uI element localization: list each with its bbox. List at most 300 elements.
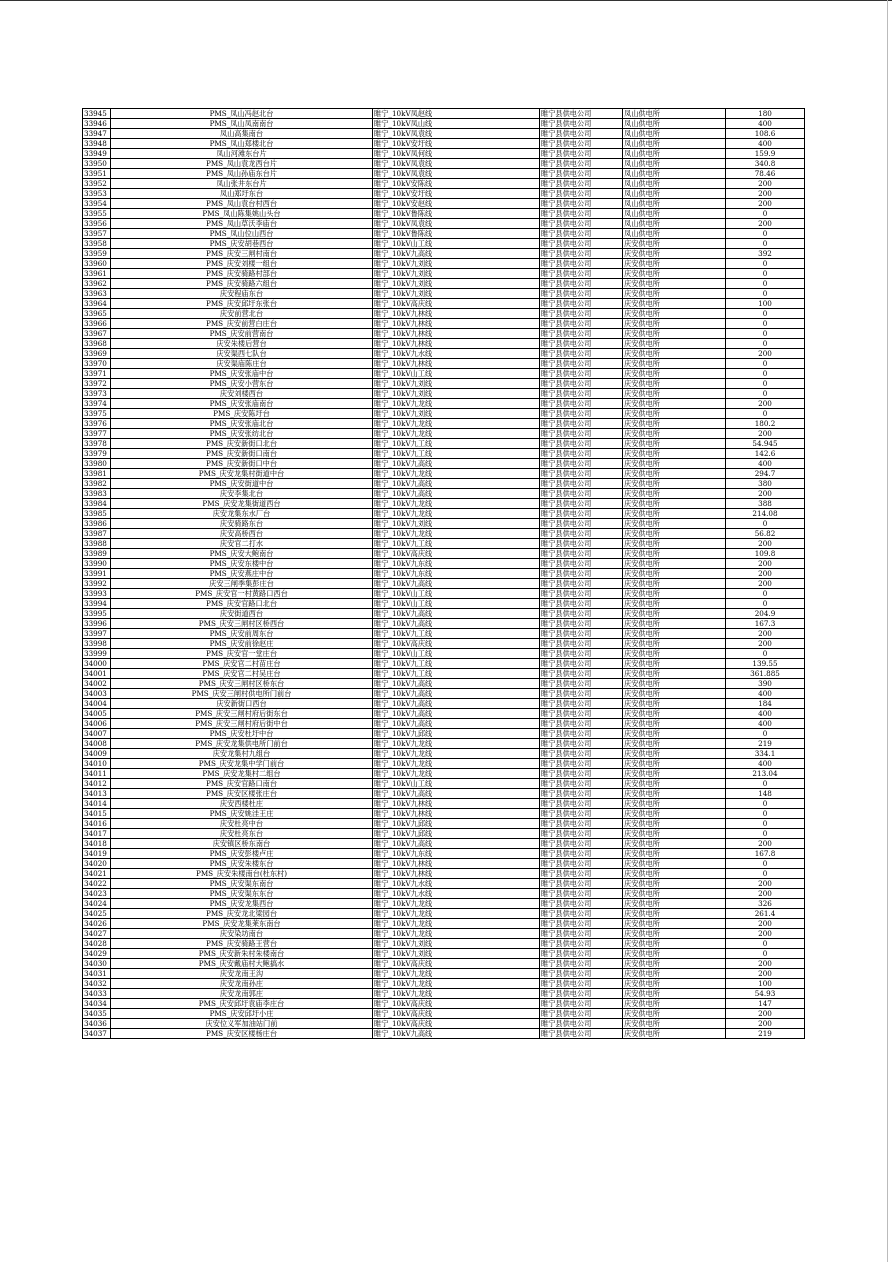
- company-cell: 睢宁县供电公司: [540, 769, 623, 779]
- company-cell: 睢宁县供电公司: [540, 619, 623, 629]
- station-name-cell: PMS_凤山袁龙西台片: [111, 159, 373, 169]
- line-name-cell: 睢宁_10kV九高线: [373, 689, 540, 699]
- company-cell: 睢宁县供电公司: [540, 469, 623, 479]
- station-name-cell: PMS_庆安邱圩袁庙李庄台: [111, 999, 373, 1009]
- company-cell: 睢宁县供电公司: [540, 139, 623, 149]
- station-name-cell: 庆安杜亮东台: [111, 829, 373, 839]
- company-cell: 睢宁县供电公司: [540, 979, 623, 989]
- row-number-cell: 34024: [83, 899, 111, 909]
- station-name-cell: PMS_庆安官路口北台: [111, 599, 373, 609]
- capacity-cell: 0: [726, 229, 805, 239]
- station-name-cell: 庆安程庙东台: [111, 289, 373, 299]
- company-cell: 睢宁县供电公司: [540, 649, 623, 659]
- capacity-cell: 108.6: [726, 129, 805, 139]
- line-name-cell: 睢宁_10kV凤袁线: [373, 219, 540, 229]
- row-number-cell: 34019: [83, 849, 111, 859]
- row-number-cell: 33968: [83, 339, 111, 349]
- table-row: [83, 1019, 805, 1029]
- table-row: [83, 869, 805, 879]
- supply-office-cell: 庆安供电所: [623, 689, 726, 699]
- line-name-cell: 睢宁_10kV九刘线: [373, 939, 540, 949]
- table-row: [83, 349, 805, 359]
- table-row: [83, 259, 805, 269]
- table-row: [83, 749, 805, 759]
- station-name-cell: PMS_庆安骑路王营台: [111, 939, 373, 949]
- line-name-cell: 睢宁_10kV九龙线: [373, 419, 540, 429]
- table-row: [83, 679, 805, 689]
- row-number-cell: 34001: [83, 669, 111, 679]
- company-cell: 睢宁县供电公司: [540, 389, 623, 399]
- station-name-cell: PMS_庆安官二村苗庄台: [111, 659, 373, 669]
- supply-office-cell: 凤山供电所: [623, 219, 726, 229]
- capacity-cell: 148: [726, 789, 805, 799]
- row-number-cell: 33945: [83, 109, 111, 119]
- capacity-cell: 200: [726, 919, 805, 929]
- company-cell: 睢宁县供电公司: [540, 1019, 623, 1029]
- table-row: [83, 309, 805, 319]
- line-name-cell: 睢宁_10kV九龙线: [373, 749, 540, 759]
- company-cell: 睢宁县供电公司: [540, 429, 623, 439]
- row-number-cell: 33950: [83, 159, 111, 169]
- line-name-cell: 睢宁_10kV九水线: [373, 879, 540, 889]
- row-number-cell: 34009: [83, 749, 111, 759]
- line-name-cell: 睢宁_10kV高庆线: [373, 999, 540, 1009]
- row-number-cell: 33977: [83, 429, 111, 439]
- capacity-cell: 214.08: [726, 509, 805, 519]
- capacity-cell: 200: [726, 179, 805, 189]
- capacity-cell: 400: [726, 459, 805, 469]
- capacity-cell: 0: [726, 589, 805, 599]
- capacity-cell: 200: [726, 879, 805, 889]
- line-name-cell: 睢宁_10kV九高线: [373, 709, 540, 719]
- line-name-cell: 睢宁_10kV九龙线: [373, 399, 540, 409]
- supply-office-cell: 庆安供电所: [623, 749, 726, 759]
- company-cell: 睢宁县供电公司: [540, 969, 623, 979]
- capacity-cell: 361.885: [726, 669, 805, 679]
- line-name-cell: 睢宁_10kV九高线: [373, 459, 540, 469]
- station-name-cell: PMS_庆安骑路村部台: [111, 269, 373, 279]
- capacity-cell: 0: [726, 859, 805, 869]
- table-row: [83, 1009, 805, 1019]
- station-name-cell: PMS_庆安朱楼东台: [111, 859, 373, 869]
- capacity-cell: 100: [726, 979, 805, 989]
- capacity-cell: 326: [726, 899, 805, 909]
- capacity-cell: 109.8: [726, 549, 805, 559]
- company-cell: 睢宁县供电公司: [540, 799, 623, 809]
- line-name-cell: 睢宁_10kV九高线: [373, 679, 540, 689]
- table-row: [83, 659, 805, 669]
- table-row: [83, 669, 805, 679]
- row-number-cell: 34023: [83, 889, 111, 899]
- company-cell: 睢宁县供电公司: [540, 749, 623, 759]
- line-name-cell: 睢宁_10kV九工线: [373, 449, 540, 459]
- row-number-cell: 34007: [83, 729, 111, 739]
- line-name-cell: 睢宁_10kV鲁陈线: [373, 209, 540, 219]
- line-name-cell: 睢宁_10kV九龙线: [373, 969, 540, 979]
- table-row: [83, 599, 805, 609]
- station-name-cell: PMS_庆安龙集村街道中台: [111, 469, 373, 479]
- row-number-cell: 34015: [83, 809, 111, 819]
- supply-office-cell: 庆安供电所: [623, 639, 726, 649]
- line-name-cell: 睢宁_10kV凤何线: [373, 149, 540, 159]
- supply-office-cell: 庆安供电所: [623, 299, 726, 309]
- station-name-cell: 庆安镇区桥东南台: [111, 839, 373, 849]
- station-name-cell: PMS_庆安邱圩小庄: [111, 1009, 373, 1019]
- company-cell: 睢宁县供电公司: [540, 989, 623, 999]
- row-number-cell: 34027: [83, 929, 111, 939]
- table-row: [83, 359, 805, 369]
- row-number-cell: 33969: [83, 349, 111, 359]
- table-row: [83, 729, 805, 739]
- line-name-cell: 睢宁_10kV凤袁线: [373, 159, 540, 169]
- page-top-rule: [0, 0, 892, 1]
- supply-office-cell: 庆安供电所: [623, 829, 726, 839]
- capacity-cell: 200: [726, 429, 805, 439]
- supply-office-cell: 凤山供电所: [623, 209, 726, 219]
- row-number-cell: 33994: [83, 599, 111, 609]
- company-cell: 睢宁县供电公司: [540, 309, 623, 319]
- capacity-cell: 294.7: [726, 469, 805, 479]
- table-row: [83, 809, 805, 819]
- supply-office-cell: 庆安供电所: [623, 279, 726, 289]
- capacity-cell: 400: [726, 759, 805, 769]
- row-number-cell: 34033: [83, 989, 111, 999]
- line-name-cell: 睢宁_10kV九龙线: [373, 929, 540, 939]
- station-name-cell: 庆安高桥西台: [111, 529, 373, 539]
- station-name-cell: 庆安龙南孙庄: [111, 979, 373, 989]
- supply-office-cell: 庆安供电所: [623, 579, 726, 589]
- table-row: [83, 649, 805, 659]
- station-name-cell: 庆安渠西七队台: [111, 349, 373, 359]
- supply-office-cell: 庆安供电所: [623, 979, 726, 989]
- station-name-cell: PMS_庆安三闸村府后街中台: [111, 719, 373, 729]
- company-cell: 睢宁县供电公司: [540, 1009, 623, 1019]
- supply-office-cell: 庆安供电所: [623, 389, 726, 399]
- table-row: [83, 639, 805, 649]
- table-row: [83, 759, 805, 769]
- station-name-cell: PMS_凤山袁台村西台: [111, 199, 373, 209]
- row-number-cell: 33949: [83, 149, 111, 159]
- line-name-cell: 睢宁_10kV九林线: [373, 869, 540, 879]
- table-row: [83, 529, 805, 539]
- station-name-cell: PMS_凤山陈集姚山头台: [111, 209, 373, 219]
- supply-office-cell: 庆安供电所: [623, 319, 726, 329]
- company-cell: 睢宁县供电公司: [540, 219, 623, 229]
- table-row: [83, 189, 805, 199]
- company-cell: 睢宁县供电公司: [540, 919, 623, 929]
- line-name-cell: 睢宁_10kV九东线: [373, 849, 540, 859]
- station-name-cell: PMS_庆安新街口南台: [111, 449, 373, 459]
- capacity-cell: 219: [726, 739, 805, 749]
- capacity-cell: 139.55: [726, 659, 805, 669]
- company-cell: 睢宁县供电公司: [540, 149, 623, 159]
- capacity-cell: 261.4: [726, 909, 805, 919]
- line-name-cell: 睢宁_10kV九水线: [373, 889, 540, 899]
- capacity-cell: 200: [726, 639, 805, 649]
- capacity-cell: 0: [726, 389, 805, 399]
- capacity-cell: 219: [726, 1029, 805, 1039]
- company-cell: 睢宁县供电公司: [540, 109, 623, 119]
- supply-office-cell: 庆安供电所: [623, 759, 726, 769]
- table-row: [83, 169, 805, 179]
- capacity-cell: 56.82: [726, 529, 805, 539]
- capacity-cell: 0: [726, 359, 805, 369]
- company-cell: 睢宁县供电公司: [540, 1029, 623, 1039]
- line-name-cell: 睢宁_10kV九刘线: [373, 949, 540, 959]
- company-cell: 睢宁县供电公司: [540, 529, 623, 539]
- station-name-cell: PMS_庆安三闸村府后街东台: [111, 709, 373, 719]
- line-name-cell: 睢宁_10kV九高线: [373, 789, 540, 799]
- table-row: [83, 919, 805, 929]
- row-number-cell: 33974: [83, 399, 111, 409]
- supply-office-cell: 庆安供电所: [623, 669, 726, 679]
- table-row: [83, 859, 805, 869]
- station-name-cell: PMS_庆安官二村吴庄台: [111, 669, 373, 679]
- company-cell: 睢宁县供电公司: [540, 729, 623, 739]
- station-name-cell: 凤山郑圩东台: [111, 189, 373, 199]
- company-cell: 睢宁县供电公司: [540, 319, 623, 329]
- company-cell: 睢宁县供电公司: [540, 689, 623, 699]
- supply-office-cell: 庆安供电所: [623, 719, 726, 729]
- table-row: [83, 769, 805, 779]
- capacity-cell: 0: [726, 319, 805, 329]
- company-cell: 睢宁县供电公司: [540, 889, 623, 899]
- station-name-cell: PMS_庆安前周东台: [111, 629, 373, 639]
- company-cell: 睢宁县供电公司: [540, 909, 623, 919]
- supply-office-cell: 庆安供电所: [623, 999, 726, 1009]
- station-name-cell: PMS_庆安渠东南台: [111, 879, 373, 889]
- table-row: [83, 709, 805, 719]
- line-name-cell: 睢宁_10kV凤袁线: [373, 169, 540, 179]
- table-row: [83, 939, 805, 949]
- row-number-cell: 34020: [83, 859, 111, 869]
- supply-office-cell: 庆安供电所: [623, 959, 726, 969]
- line-name-cell: 睢宁_10kV九龙线: [373, 469, 540, 479]
- capacity-cell: 0: [726, 339, 805, 349]
- supply-office-cell: 庆安供电所: [623, 509, 726, 519]
- line-name-cell: 睢宁_10kV九工线: [373, 539, 540, 549]
- company-cell: 睢宁县供电公司: [540, 629, 623, 639]
- line-name-cell: 睢宁_10kV九高线: [373, 839, 540, 849]
- table-row: [83, 909, 805, 919]
- station-name-cell: 庆安官二打水: [111, 539, 373, 549]
- row-number-cell: 33983: [83, 489, 111, 499]
- table-row: [83, 429, 805, 439]
- supply-office-cell: 庆安供电所: [623, 699, 726, 709]
- capacity-cell: 0: [726, 279, 805, 289]
- supply-office-cell: 庆安供电所: [623, 529, 726, 539]
- station-name-cell: PMS_庆安张庙南台: [111, 399, 373, 409]
- row-number-cell: 34022: [83, 879, 111, 889]
- table-row: [83, 499, 805, 509]
- row-number-cell: 34036: [83, 1019, 111, 1029]
- station-name-cell: 庆安前营北台: [111, 309, 373, 319]
- supply-office-cell: 庆安供电所: [623, 1019, 726, 1029]
- table-row: [83, 379, 805, 389]
- line-name-cell: 睢宁_10kV九高线: [373, 579, 540, 589]
- table-row: [83, 539, 805, 549]
- company-cell: 睢宁县供电公司: [540, 379, 623, 389]
- capacity-cell: 200: [726, 889, 805, 899]
- supply-office-cell: 庆安供电所: [623, 259, 726, 269]
- station-name-cell: 庆安龙集东水厂台: [111, 509, 373, 519]
- row-number-cell: 33990: [83, 559, 111, 569]
- company-cell: 睢宁县供电公司: [540, 439, 623, 449]
- capacity-cell: 159.9: [726, 149, 805, 159]
- capacity-cell: 142.6: [726, 449, 805, 459]
- company-cell: 睢宁县供电公司: [540, 659, 623, 669]
- station-name-cell: 庆安杜亮中台: [111, 819, 373, 829]
- table-row: [83, 119, 805, 129]
- row-number-cell: 33955: [83, 209, 111, 219]
- row-number-cell: 34013: [83, 789, 111, 799]
- supply-office-cell: 庆安供电所: [623, 359, 726, 369]
- company-cell: 睢宁县供电公司: [540, 859, 623, 869]
- supply-office-cell: 庆安供电所: [623, 929, 726, 939]
- capacity-cell: 0: [726, 309, 805, 319]
- station-name-cell: 庆安渠庙陈庄台: [111, 359, 373, 369]
- supply-office-cell: 庆安供电所: [623, 539, 726, 549]
- station-name-cell: 凤山河滩东台片: [111, 149, 373, 159]
- table-row: [83, 899, 805, 909]
- line-name-cell: 睢宁_10kV凤赵线: [373, 109, 540, 119]
- table-row: [83, 209, 805, 219]
- station-name-cell: PMS_庆安前徐赵庄: [111, 639, 373, 649]
- row-number-cell: 34003: [83, 689, 111, 699]
- company-cell: 睢宁县供电公司: [540, 559, 623, 569]
- line-name-cell: 睢宁_10kV九刘线: [373, 519, 540, 529]
- row-number-cell: 33965: [83, 309, 111, 319]
- company-cell: 睢宁县供电公司: [540, 259, 623, 269]
- capacity-cell: 78.46: [726, 169, 805, 179]
- company-cell: 睢宁县供电公司: [540, 549, 623, 559]
- row-number-cell: 34006: [83, 719, 111, 729]
- station-name-cell: 庆安李集北台: [111, 489, 373, 499]
- capacity-cell: 0: [726, 799, 805, 809]
- supply-office-cell: 庆安供电所: [623, 409, 726, 419]
- company-cell: 睢宁县供电公司: [540, 999, 623, 1009]
- company-cell: 睢宁县供电公司: [540, 509, 623, 519]
- capacity-cell: 200: [726, 199, 805, 209]
- supply-office-cell: 凤山供电所: [623, 139, 726, 149]
- supply-office-cell: 庆安供电所: [623, 769, 726, 779]
- station-name-cell: PMS_庆安龙集供电所门前台: [111, 739, 373, 749]
- station-name-cell: PMS_庆安燕庄中台: [111, 569, 373, 579]
- row-number-cell: 33961: [83, 269, 111, 279]
- station-name-cell: PMS_庆安大鲍南台: [111, 549, 373, 559]
- supply-office-cell: 庆安供电所: [623, 339, 726, 349]
- line-name-cell: 睢宁_10kV山工线: [373, 589, 540, 599]
- supply-office-cell: 庆安供电所: [623, 659, 726, 669]
- capacity-cell: 0: [726, 779, 805, 789]
- supply-office-cell: 庆安供电所: [623, 919, 726, 929]
- table-body: [83, 109, 805, 1039]
- company-cell: 睢宁县供电公司: [540, 779, 623, 789]
- capacity-cell: 200: [726, 399, 805, 409]
- line-name-cell: 睢宁_10kV九高线: [373, 719, 540, 729]
- table-row: [83, 799, 805, 809]
- table-row: [83, 819, 805, 829]
- supply-office-cell: 庆安供电所: [623, 519, 726, 529]
- supply-office-cell: 庆安供电所: [623, 799, 726, 809]
- company-cell: 睢宁县供电公司: [540, 269, 623, 279]
- station-name-cell: PMS_庆安渠东东台: [111, 889, 373, 899]
- table-row: [83, 879, 805, 889]
- station-name-cell: 庆安染坊南台: [111, 929, 373, 939]
- line-name-cell: 睢宁_10kV高庆线: [373, 1009, 540, 1019]
- supply-office-cell: 庆安供电所: [623, 789, 726, 799]
- station-name-cell: PMS_凤山郑楼北台: [111, 139, 373, 149]
- capacity-cell: 213.04: [726, 769, 805, 779]
- capacity-cell: 100: [726, 299, 805, 309]
- line-name-cell: 睢宁_10kV九刘线: [373, 389, 540, 399]
- supply-office-cell: 庆安供电所: [623, 589, 726, 599]
- supply-office-cell: 庆安供电所: [623, 729, 726, 739]
- company-cell: 睢宁县供电公司: [540, 849, 623, 859]
- table-row: [83, 159, 805, 169]
- row-number-cell: 33966: [83, 319, 111, 329]
- station-name-cell: PMS_庆安张庙中台: [111, 369, 373, 379]
- capacity-cell: 0: [726, 289, 805, 299]
- company-cell: 睢宁县供电公司: [540, 869, 623, 879]
- table-row: [83, 279, 805, 289]
- table-row: [83, 549, 805, 559]
- station-name-cell: PMS_庆安龙集村二组台: [111, 769, 373, 779]
- supply-office-cell: 庆安供电所: [623, 1029, 726, 1039]
- table-row: [83, 779, 805, 789]
- row-number-cell: 33999: [83, 649, 111, 659]
- company-cell: 睢宁县供电公司: [540, 569, 623, 579]
- capacity-cell: 392: [726, 249, 805, 259]
- company-cell: 睢宁县供电公司: [540, 609, 623, 619]
- line-name-cell: 睢宁_10kV九高线: [373, 1029, 540, 1039]
- capacity-cell: 180: [726, 109, 805, 119]
- supply-office-cell: 庆安供电所: [623, 569, 726, 579]
- row-number-cell: 33960: [83, 259, 111, 269]
- table-row: [83, 519, 805, 529]
- line-name-cell: 睢宁_10kV九刘线: [373, 269, 540, 279]
- line-name-cell: 睢宁_10kV山工线: [373, 599, 540, 609]
- line-name-cell: 睢宁_10kV安圩线: [373, 139, 540, 149]
- line-name-cell: 睢宁_10kV九龙线: [373, 919, 540, 929]
- supply-office-cell: 庆安供电所: [623, 479, 726, 489]
- capacity-cell: 0: [726, 519, 805, 529]
- row-number-cell: 34004: [83, 699, 111, 709]
- station-name-cell: PMS_庆安骑路六组台: [111, 279, 373, 289]
- row-number-cell: 34032: [83, 979, 111, 989]
- table-row: [83, 889, 805, 899]
- supply-office-cell: 庆安供电所: [623, 429, 726, 439]
- company-cell: 睢宁县供电公司: [540, 669, 623, 679]
- station-name-cell: PMS_庆安三闸村区桥东台: [111, 679, 373, 689]
- supply-office-cell: 庆安供电所: [623, 819, 726, 829]
- station-name-cell: PMS_凤山草沃李庙台: [111, 219, 373, 229]
- row-number-cell: 34014: [83, 799, 111, 809]
- supply-office-cell: 庆安供电所: [623, 909, 726, 919]
- company-cell: 睢宁县供电公司: [540, 929, 623, 939]
- row-number-cell: 34005: [83, 709, 111, 719]
- capacity-cell: 200: [726, 1009, 805, 1019]
- capacity-cell: 0: [726, 329, 805, 339]
- line-name-cell: 睢宁_10kV九林线: [373, 329, 540, 339]
- table-row: [83, 689, 805, 699]
- capacity-cell: 0: [726, 939, 805, 949]
- station-name-cell: PMS_庆安胡巷西台: [111, 239, 373, 249]
- table-row: [83, 979, 805, 989]
- company-cell: 睢宁县供电公司: [540, 339, 623, 349]
- capacity-cell: 184: [726, 699, 805, 709]
- table-row: [83, 339, 805, 349]
